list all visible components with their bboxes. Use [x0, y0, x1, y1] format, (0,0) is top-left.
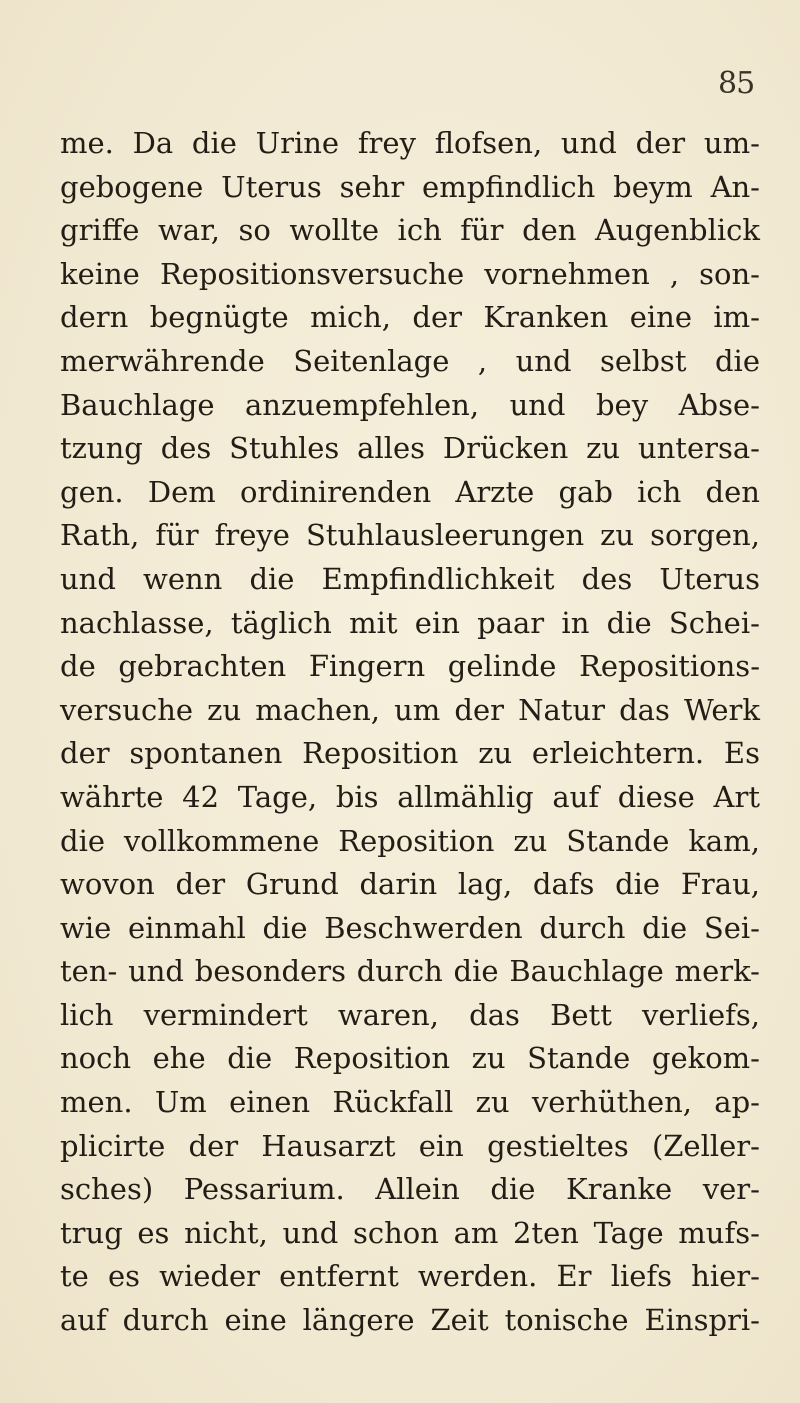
text-line: auf durch eine längere Zeit tonische Einspri- [60, 1303, 760, 1338]
body-text [60, 122, 760, 1343]
text-line: lich vermindert waren, das Bett verliefs, [60, 997, 760, 1032]
text-line: und wenn die Empfindlichkeit des Uterus [60, 561, 760, 596]
text-line: dern begnügte mich, der Kranken eine im- [60, 300, 760, 335]
text-line: tzung des Stuhles alles Drücken zu untersa- [60, 431, 760, 466]
text-line: trug es nicht, und schon am 2ten Tage mufs- [60, 1215, 760, 1250]
text-line: die vollkommene Reposition zu Stande kam, [60, 823, 760, 858]
text-line: wie einmahl die Beschwerden durch die Sei- [60, 910, 760, 945]
text-line: me. Da die Urine frey flofsen, und der um- [60, 126, 760, 160]
text-line: Rath, für freye Stuhlausleerungen zu sorgen, [60, 518, 760, 553]
text-line: ten- und besonders durch die Bauchlage merk- [60, 954, 760, 989]
page-number: 85 [718, 66, 755, 101]
text-line: wovon der Grund darin lag, dafs die Frau, [60, 867, 760, 902]
text-line: der spontanen Reposition zu erleichtern. Es [60, 736, 760, 771]
text-line: währte 42 Tage, bis allmählig auf diese Art [60, 779, 760, 814]
text-line: versuche zu machen, um der Natur das Werk [60, 692, 760, 727]
text-line: nachlasse, täglich mit ein paar in die Schei- [60, 605, 760, 640]
text-line: noch ehe die Reposition zu Stande gekom- [60, 1041, 760, 1076]
text-line: merwährende Seitenlage , und selbst die [60, 343, 760, 378]
text-line: gebogene Uterus sehr empfindlich beym An- [60, 169, 760, 204]
text-line: griffe war, so wollte ich für den Augenblick [60, 213, 760, 248]
text-line: plicirte der Hausarzt ein gestieltes (Zeller- [60, 1128, 760, 1163]
text-line: te es wieder entfernt werden. Er liefs hier- [60, 1259, 760, 1294]
text-line: sches) Pessarium. Allein die Kranke ver- [60, 1172, 760, 1207]
text-line: de gebrachten Fingern gelinde Repositions- [60, 649, 760, 684]
text-line: gen. Dem ordinirenden Arzte gab ich den [60, 474, 760, 509]
text-line: men. Um einen Rückfall zu verhüthen, ap- [60, 1085, 760, 1120]
text-line: Bauchlage anzuempfehlen, und bey Abse- [60, 387, 760, 422]
text-line: keine Repositionsversuche vornehmen , son- [60, 256, 760, 291]
